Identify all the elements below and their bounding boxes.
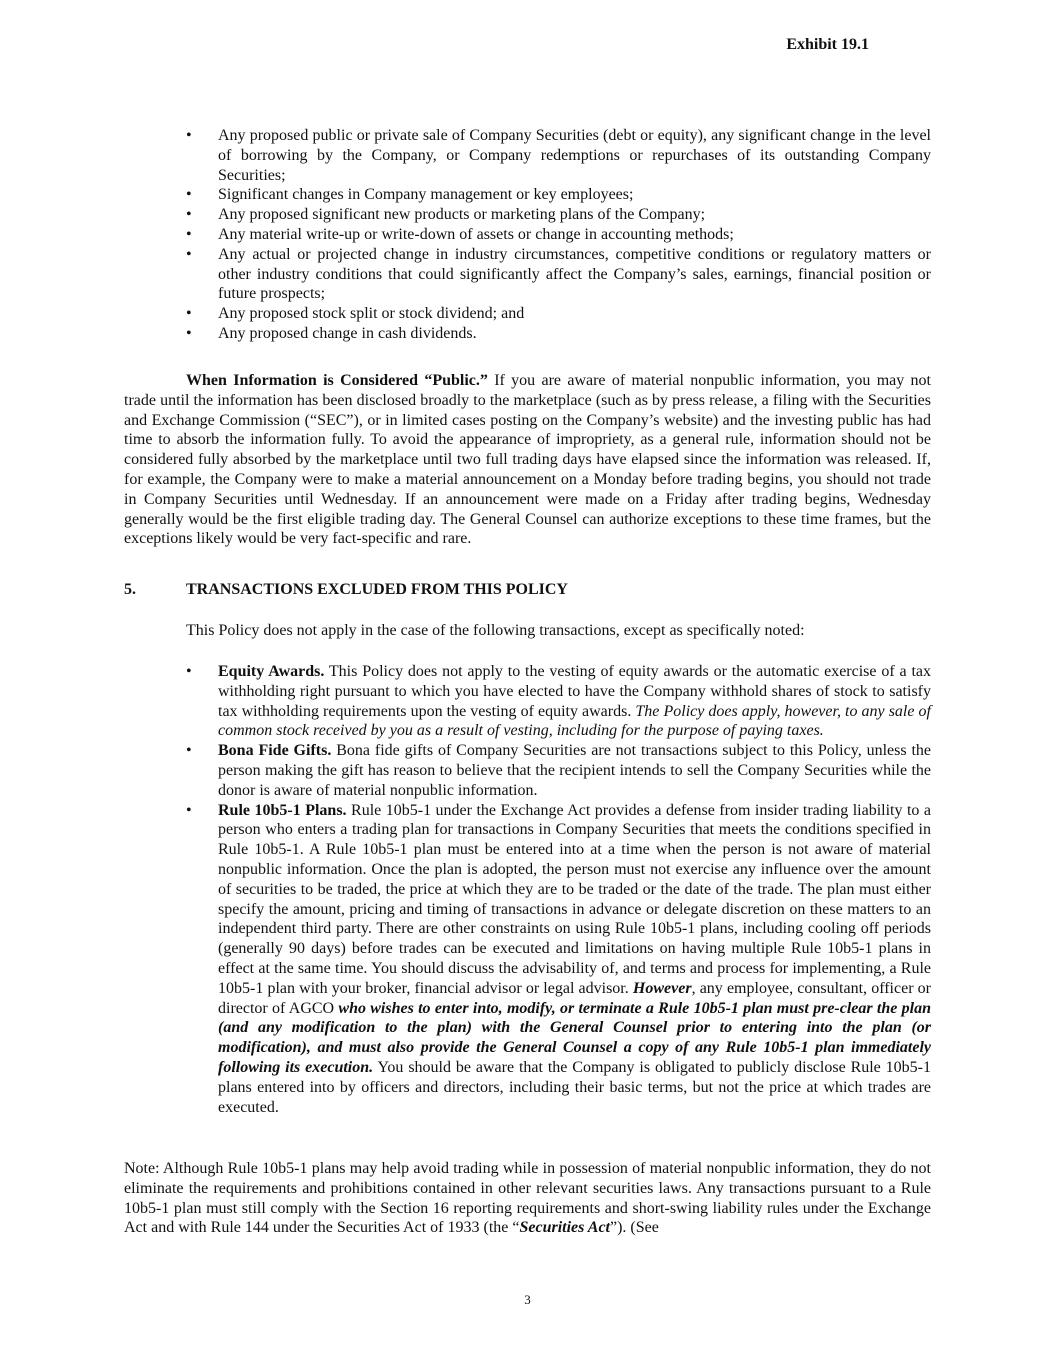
text-run: Bona fide gifts of Company Securities are not transactions subject to this Policy, unless the person making the gift has reason to believe that the recipient intends to sell the Company Securities while the donor is aware of material nonpublic information.: [218, 742, 932, 799]
text-run: You should be aware that the Company is obligated to publicly disclose Rule 10b5-1 plans entered into by officers and directors, including their basic terms, but not the price at which trades are executed.: [218, 1058, 932, 1116]
text-run: If you are aware of material nonpublic information, you may not trade until the information has been disclosed broadly to the marketplace (such as by press release, a filing with the Securities and Exchange Commission (“SEC”), or in limited cases posting on the Company’s website) and the investing public has had time to absorb the information fully. To avoid the appearance of impropriety, as a general rule, information should not be considered fully absorbed by the marketplace until two full trading days have elapsed since the information was released. If, for example, the Company were to make a material announcement on a Monday before trading begins, you should not trade in Company Securities until Wednesday. If an announcement were made on a Friday after trading begins, Wednesday generally would be the first eligible trading day. The General Counsel can authorize exceptions to these time frames, but the exceptions likely would be very fact-specific and rare.: [124, 372, 932, 548]
bullet-icon: •: [186, 206, 192, 224]
text-run: Rule 10b5-1 under the Exchange Act provides a defense from insider trading liability to a person who enters a trading plan for transactions in Company Securities that meets the conditions specified in Rule 10b5-1. A Rule 10b5-1 plan must be entered into at a time when the person is not aware of material nonpublic information. Once the plan is adopted, the person must not exercise any influence over the amount of securities to be traded, the price at which they are to be traded or the date of the trade. The plan must either specify the amount, pricing and timing of transactions in advance or delegate discretion on these matters to an independent third party. There are other constraints on using Rule 10b5-1 plans, including cooling off periods (generally 90 days) before trades can be executed and limitations on having multiple Rule 10b5-1 plans in effect at the same time. You should discuss the advisability of, and terms and process for implementing, a Rule 10b5-1 plan with your broker, financial advisor or legal advisor.: [218, 801, 931, 997]
list-item: [124, 304, 931, 324]
list-item: [124, 324, 931, 344]
text-run: Any proposed public or private sale of Company Securities (debt or equity), any significant change in the level of borrowing by the Company, or Company redemptions or repurchases of its outstanding Company Securities;: [218, 127, 931, 184]
list-item: [124, 205, 931, 225]
emphasized-text: Rule 10b5-1 Plans.: [218, 801, 347, 819]
emphasized-text: who wishes to enter into, modify, or terminate a Rule 10b5-1 plan must pre-clear the plan (and any modification to the plan) with the General Counsel prior to entering into the plan (or modification), and must also provide the General Counsel a copy of any Rule 10b5-1 plan immediately following its execution.: [218, 999, 931, 1076]
section-number: 5.: [124, 581, 136, 598]
list-item: [124, 662, 931, 741]
exhibit-label: Exhibit 19.1: [786, 36, 869, 53]
text-run: Any proposed significant new products or marketing plans of the Company;: [218, 206, 706, 224]
bullet-icon: •: [186, 245, 192, 263]
bullet-icon: •: [186, 225, 192, 243]
page-number: 3: [524, 1292, 531, 1307]
emphasized-text: When Information is Considered “Public.”: [186, 372, 488, 389]
text-run: Significant changes in Company management or key employees;: [218, 186, 634, 204]
text-run: , any employee, consultant, officer or director of AGCO: [218, 979, 932, 1017]
bullet-icon: •: [186, 663, 192, 680]
text-run: Any actual or projected change in industry circumstances, competitive conditions or regulatory matters or other industry conditions that could significantly affect the Company’s sales, earnings, financial position or future prospects;: [218, 245, 931, 303]
list-item: [124, 741, 931, 800]
material-info-bullet-list: [124, 126, 931, 344]
bullet-icon: •: [186, 801, 192, 819]
bullet-icon: •: [186, 742, 192, 760]
text-run: This Policy does not apply to the vesting of equity awards or the automatic exercise of a tax withholding right pursuant to which you have elected to have the Company withhold shares of stock to satisfy tax withholding requirements upon the vesting of equity awards.: [218, 663, 931, 720]
text-run: Any proposed stock split or stock dividend; and: [218, 305, 525, 323]
emphasized-text: However: [632, 979, 692, 997]
section-title: TRANSACTIONS EXCLUDED FROM THIS POLICY: [186, 581, 568, 598]
list-item: [124, 245, 931, 304]
text-run: Any proposed change in cash dividends.: [218, 324, 477, 342]
emphasized-text: Bona Fide Gifts.: [218, 742, 332, 760]
section-intro: This Policy does not apply in the case of the following transactions, except as specifically noted:: [186, 622, 805, 639]
emphasized-text: Securities Act: [519, 1219, 610, 1237]
emphasized-text: The Policy does apply, however, to any sale of common stock received by you as a result of vesting, including for the purpose of paying taxes.: [218, 702, 931, 740]
emphasized-text: Equity Awards.: [218, 663, 325, 680]
note-paragraph: [124, 1159, 931, 1238]
text-run: Note: Although Rule 10b5-1 plans may help avoid trading while in possession of material nonpublic information, they do not eliminate the requirements and prohibitions contained in other relevant securities laws. Any transactions pursuant to a Rule 10b5-1 plan must still comply with the Section 16 reporting requirements and short-swing liability rules under the Exchange Act and with Rule 144 under the Securities Act of 1933 (the “: [124, 1160, 931, 1237]
bullet-icon: •: [186, 186, 192, 204]
list-item: [124, 225, 931, 245]
excluded-transactions-list: [124, 662, 931, 1117]
bullet-icon: •: [186, 324, 192, 342]
list-item: [124, 126, 931, 185]
list-item: [124, 801, 931, 1118]
text-run: ”). (See: [609, 1219, 659, 1237]
section-heading: [124, 580, 931, 600]
public-information-paragraph: [124, 371, 931, 549]
bullet-icon: •: [186, 127, 192, 144]
bullet-icon: •: [186, 305, 192, 323]
list-item: [124, 185, 931, 205]
text-run: Any material write-up or write-down of assets or change in accounting methods;: [218, 225, 734, 243]
